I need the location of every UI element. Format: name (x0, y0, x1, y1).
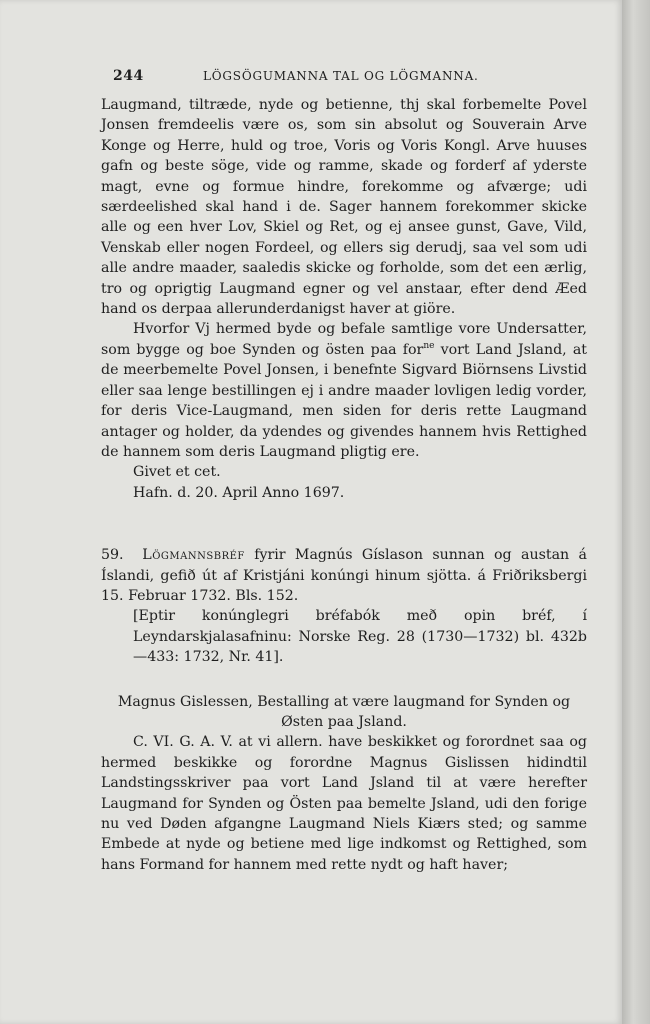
page-text (101, 95, 587, 875)
letter1-paragraph2-end: vort Land Jsland, at de meerbemelte Povel Jonsen, i benefnte Sigvard Biörnsens Livstid eller saa lenge bestillingen ej i andre maader lovligen ledig vorder, for deris Vice-Laugmand, men siden for deris rette Laugmand antager og holder, da ydendes og givendes hannem hvis Rettighed de hannem som deris Laugmand pligtig ere. (101, 341, 587, 460)
entry-description: fyrir Magnús Gíslason sunnan og austan á Íslandi, gefið út af Kristjáni konúngi hinum sjötta. á Friðriksbergi 15. Februar 1732. Bls. 152. (101, 547, 587, 604)
page-number: 244 (113, 68, 144, 84)
page-header (113, 68, 553, 84)
letter1-paragraph2-start: Hvorfor Vj hermed byde og befale samtlige vore Undersatter, som bygge og boe Synden og östen paa for (101, 321, 587, 358)
letter1-closing-date: Hafn. d. 20. April Anno 1697. (133, 484, 345, 501)
running-head: LÖGSÖGUMANNA TAL OG LÖGMANNA. (203, 69, 479, 83)
letter2-title-line2: Østen paa Jsland. (281, 713, 407, 730)
letter1-paragraph1: Laugmand, tiltræde, nyde og betienne, thj skal forbemelte Povel Jonsen fremdeelis være os, som sin absolut og Souverain Arve Konge og Herre, huld og troe, Voris og Voris Kongl. Arve huuses gafn og beste söge, vide og ramme, skade og forderf af yderste magt, evne og formue hindre, forekomme og afværge; udi særdeelished skal hand i de. Sager hannem forekommer skicke alle og een hver Lov, Skiel og Ret, og ej ansee gunst, Gave, Vild, Venskab eller nogen Fordeel, og ellers sig derudj, saa vel som udi alle andre maader, saaledis skicke og forholde, som det een ærlig, tro og oprigtig Laugmand egner og vel anstaar, efter dend Æed hand os derpaa allerunderdanigst haver at giöre. (101, 97, 587, 318)
letter2-title-line1: Magnus Gislessen, Bestalling at være laugmand for Synden og (117, 693, 571, 710)
entry-source: [Eptir konúnglegri bréfabók með opin bréf, í Leyndarskjalasafninu: Norske Reg. 28 (1730—1732) bl. 432b—433: 1732, Nr. 41]. (133, 608, 587, 666)
letter1-closing-givet: Givet et cet. (133, 464, 221, 481)
letter2-body: C. VI. G. A. V. at vi allern. have beskikket og forordnet saa og hermed beskikke og forordne Magnus Gislissen hidindtil Landstingsskriver paa vort Land Jsland til at være herefter Laugmand for Synden og Östen paa bemelte Jsland, udi den forige nu ved Døden afgangne Laugmand Niels Kiærs sted; og samme Embede at nyde og betiene med lige indkomst og Rettighed, som hans Formand for hannem med rette nydt og haft haver; (101, 734, 587, 873)
entry-59 (101, 545, 587, 606)
entry-number: 59. (101, 547, 124, 564)
entry-title: Lögmannsbréf (142, 547, 245, 564)
letter1-paragraph2 (101, 319, 587, 462)
page-edge-shadow (622, 0, 650, 1024)
superscript-ne: ne (423, 340, 435, 351)
